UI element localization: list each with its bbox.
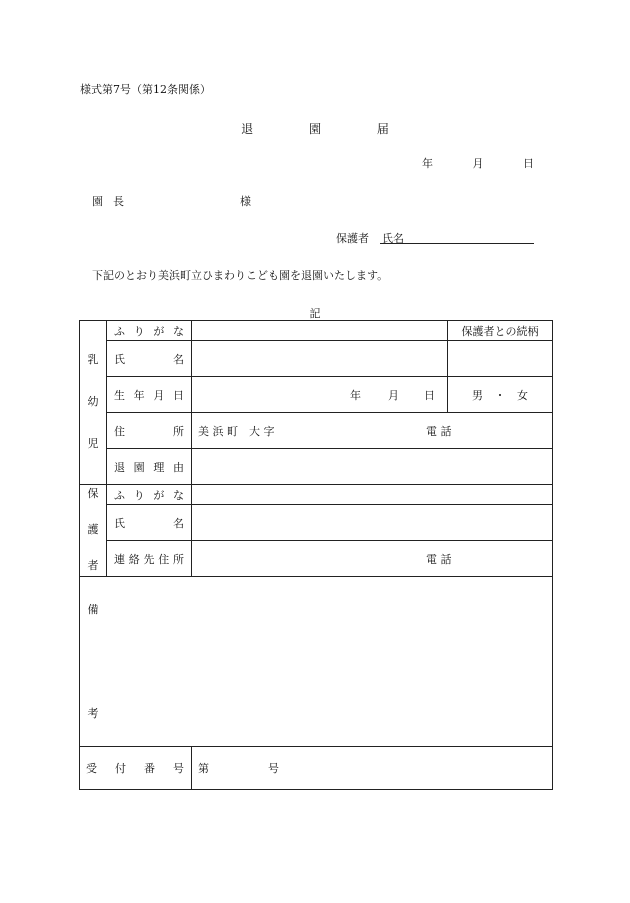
child-furigana-label: ふ り が な (114, 324, 184, 338)
sex-female-option[interactable]: 女 (517, 388, 528, 402)
guardian-name-row-label: 氏 名 (114, 516, 184, 530)
addressee-title: 園長 (92, 195, 134, 208)
guardian-name-field[interactable] (192, 505, 552, 540)
child-furigana-field[interactable] (192, 321, 447, 340)
remarks-field[interactable] (107, 577, 552, 746)
ki-heading: 記 (309, 307, 321, 320)
receipt-suffix: 号 (268, 762, 279, 775)
guardian-name-label: 氏名 (382, 232, 404, 245)
guardian-group-label: 保 護 者 (87, 487, 99, 572)
form-number: 様式第7号（第12条関係） (80, 83, 211, 96)
contact-address-field[interactable] (192, 541, 552, 576)
sex-selector[interactable] (472, 377, 528, 412)
withdrawal-reason-label: 退 園 理 由 (114, 460, 184, 474)
title-char: 退 (241, 122, 254, 136)
birth-year-label: 年 (350, 388, 361, 402)
statement: 下記のとおり美浜町立ひまわりこども園を退園いたします。 (92, 269, 389, 282)
date-month-label: 月 (472, 157, 484, 170)
birth-day-label: 日 (424, 388, 435, 402)
submission-date (386, 155, 534, 171)
addressee-suffix: 様 (240, 195, 251, 208)
title-char: 園 (308, 122, 321, 136)
date-day-label: 日 (523, 157, 534, 170)
guardian-phone-label: 電 話 (426, 552, 452, 566)
group-column-divider (106, 321, 107, 576)
sex-male-option[interactable]: 男 (472, 388, 483, 402)
child-phone-label: 電 話 (426, 424, 452, 438)
sex-separator: ・ (494, 388, 506, 402)
guardian-name-underline (380, 243, 534, 244)
title-char: 届 (376, 122, 389, 136)
receipt-prefix: 第 (198, 762, 209, 775)
relationship-header: 保護者との続柄 (461, 324, 539, 338)
date-year-label: 年 (422, 157, 433, 170)
receipt-number-label: 受 付 番 号 (86, 762, 184, 775)
document-title (0, 120, 630, 137)
birthdate-label: 生 年 月 日 (114, 388, 184, 402)
relationship-field[interactable] (448, 341, 552, 376)
receipt-number-field[interactable] (192, 747, 552, 789)
remarks-label: 備 考 (87, 603, 99, 720)
address-prefix: 美 浜 町 大 字 (198, 424, 275, 438)
child-name-field[interactable] (192, 341, 447, 376)
contact-address-label: 連 絡 先 住 所 (114, 552, 184, 566)
guardian-furigana-field[interactable] (192, 485, 552, 504)
withdrawal-reason-field[interactable] (192, 449, 552, 484)
guardian-furigana-label: ふ り が な (114, 488, 184, 502)
address-field[interactable] (192, 413, 552, 448)
birthdate-field[interactable] (192, 377, 447, 412)
address-label: 住 所 (114, 424, 184, 438)
guardian-signature-label: 保護者 (336, 232, 369, 245)
birth-month-label: 月 (388, 388, 399, 402)
child-group-label: 乳 幼 児 (87, 353, 99, 450)
child-name-label: 氏 名 (114, 352, 184, 366)
withdrawal-form-table (79, 320, 553, 790)
